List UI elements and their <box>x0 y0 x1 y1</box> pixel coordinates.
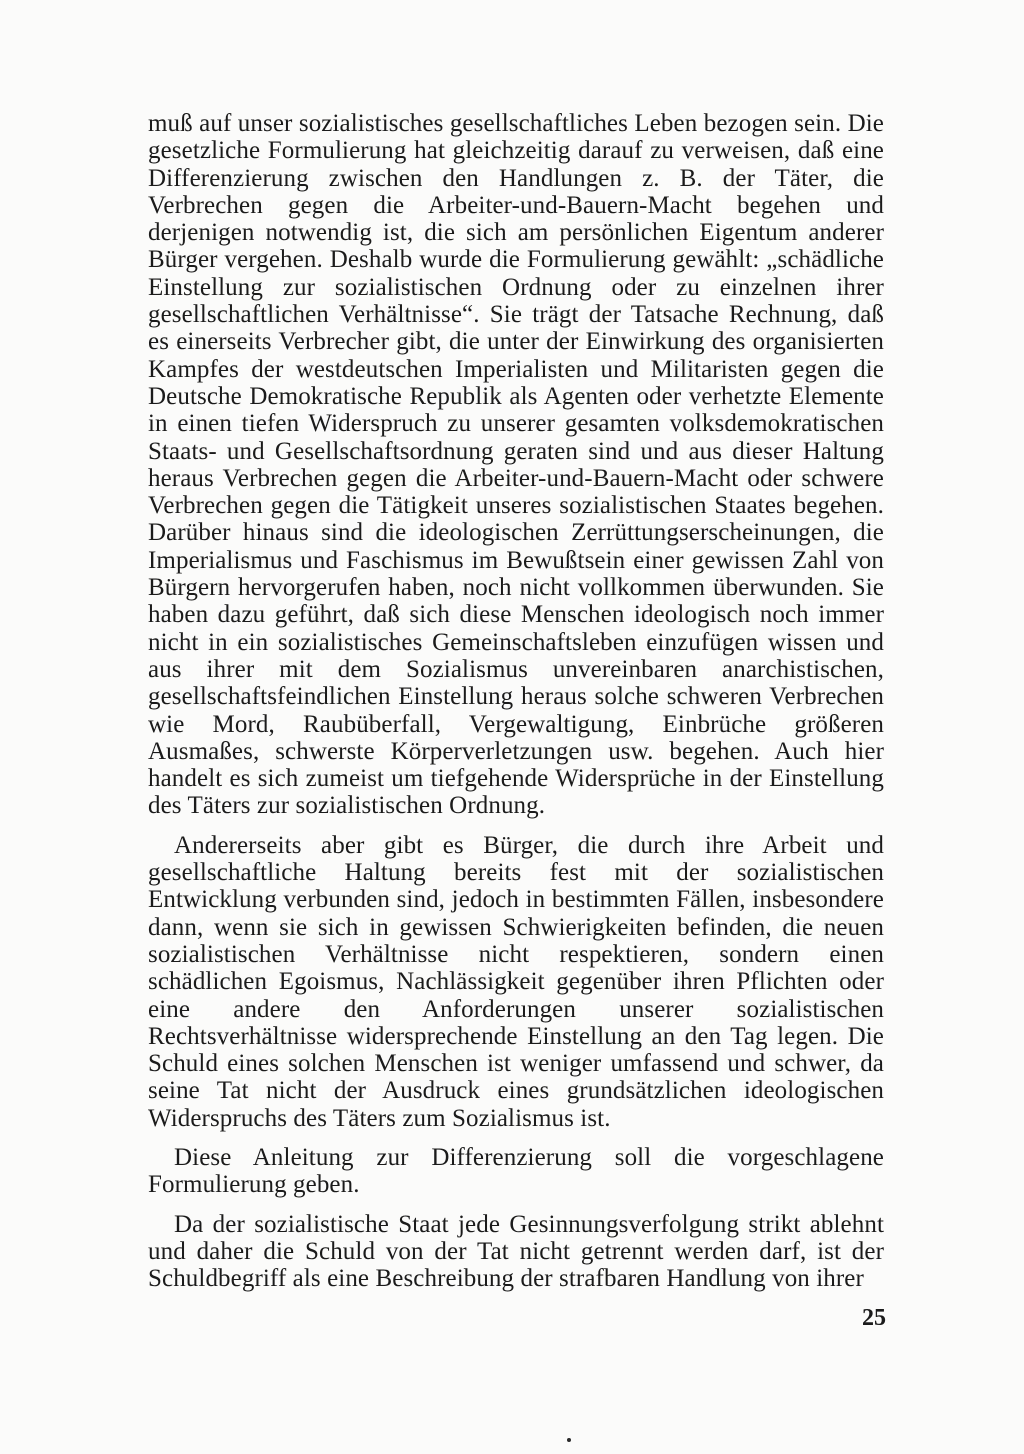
page-number: 25 <box>862 1305 886 1331</box>
body-text <box>148 110 884 1292</box>
paragraph-1: muß auf unser sozialistisches gesellschaftliches Leben bezogen sein. Die gesetzliche Formulierung hat gleichzeitig darauf zu verweisen, daß eine Differenzierung zwischen den Handlungen z. B. der Täter, die Verbrechen gegen die Arbeiter-und-Bauern-Macht begehen und derjenigen notwendig ist, die sich am persönlichen Eigentum anderer Bürger vergehen. Deshalb wurde die Formulierung gewählt: „schädliche Einstellung zur sozialistischen Ordnung oder zu einzelnen ihrer gesellschaftlichen Verhältnisse“. Sie trägt der Tatsache Rechnung, daß es einerseits Verbrecher gibt, die unter der Einwirkung des organisierten Kampfes der westdeutschen Imperialisten und Militaristen gegen die Deutsche Demokratische Republik als Agenten oder verhetzte Elemente in einen tiefen Widerspruch zu unserer gesamten volksdemokratischen Staats- und Gesellschaftsordnung geraten sind und aus dieser Haltung heraus Verbrechen gegen die Arbeiter-und-Bauern-Macht oder schwere Verbrechen gegen die Tätigkeit unseres sozialistischen Staates begehen. Darüber hinaus sind die ideologischen Zerrüttungserscheinungen, die Imperialismus und Faschismus im Bewußtsein einer gewissen Zahl von Bürgern hervorgerufen haben, noch nicht vollkommen überwunden. Sie haben dazu geführt, daß sich diese Menschen ideologisch noch immer nicht in ein sozialistisches Gemeinschaftsleben einzufügen wissen und aus ihrer mit dem Sozialismus unvereinbaren anarchistischen, gesellschaftsfeindlichen Einstellung heraus solche schweren Verbrechen wie Mord, Raubüberfall, Vergewaltigung, Einbrüche größeren Ausmaßes, schwerste Körperverletzungen usw. begehen. Auch hier handelt es sich zumeist um tiefgehende Widersprüche in der Einstellung des Täters zur sozialistischen Ordnung. <box>148 110 884 820</box>
paragraph-4: Da der sozialistische Staat jede Gesinnungsverfolgung strikt ablehnt und daher die Schuld von der Tat nicht getrennt werden darf, ist der Schuldbegriff als eine Beschreibung der strafbaren Handlung von ihrer <box>148 1210 884 1293</box>
scan-speck <box>567 1438 571 1442</box>
paragraph-3: Diese Anleitung zur Differenzierung soll die vorgeschlagene Formulierung geben. <box>148 1143 884 1199</box>
paragraph-2: Andererseits aber gibt es Bürger, die durch ihre Arbeit und gesellschaftliche Haltung bereits fest mit der sozialistischen Entwicklung verbunden sind, jedoch in bestimmten Fällen, insbesondere dann, wenn sie sich in gewissen Schwierigkeiten befinden, die neuen sozialistischen Verhältnisse nicht respektieren, sondern einen schädlichen Egoismus, Nachlässigkeit gegenüber ihren Pflichten oder eine andere den Anforderungen unserer sozialistischen Rechtsverhältnisse widersprechende Einstellung an den Tag legen. Die Schuld eines solchen Menschen ist weniger umfassend und schwer, da seine Tat nicht der Ausdruck eines grundsätzlichen ideologischen Widerspruchs des Täters zum Sozialismus ist. <box>148 831 884 1132</box>
